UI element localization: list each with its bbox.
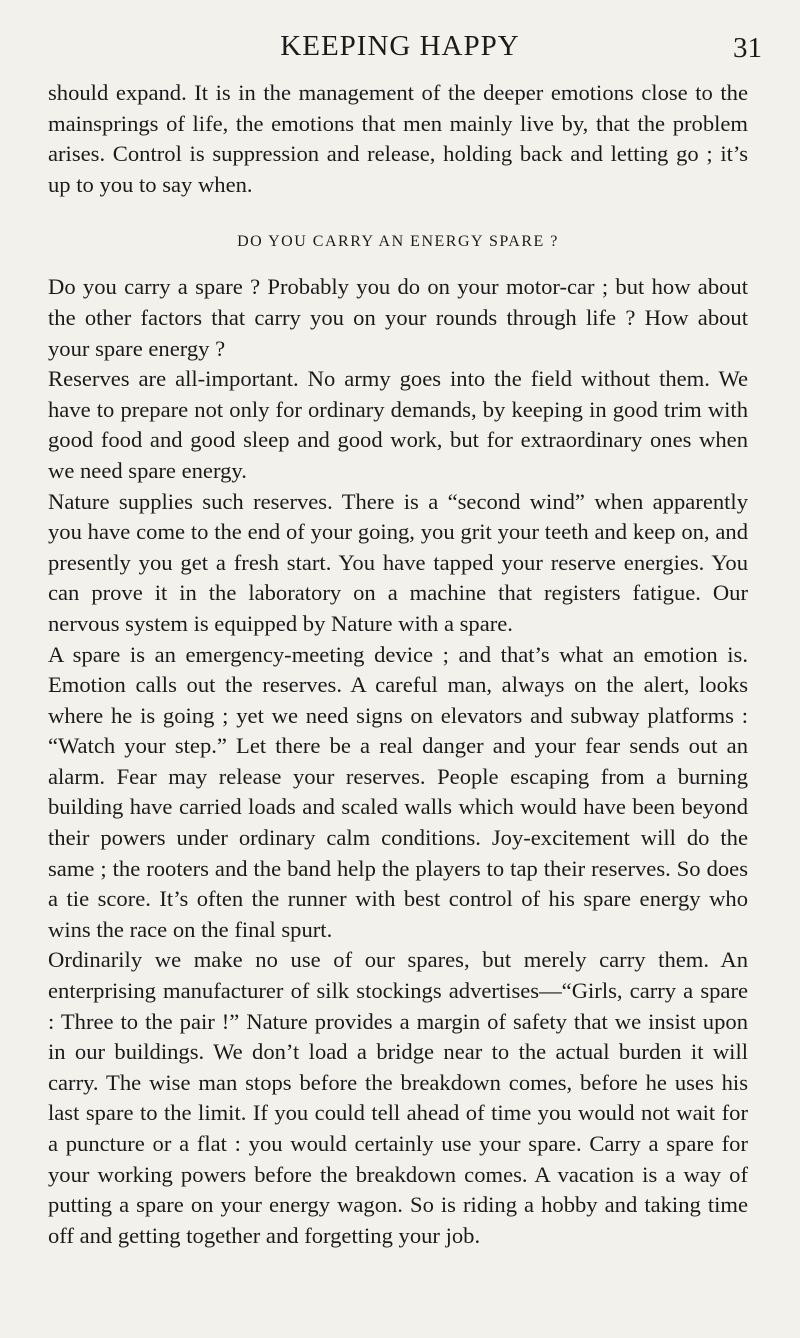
opening-paragraph: should expand. It is in the management of the deeper emotions close to the mainsprings of life, the emotions that men mainly live by, that the problem arises. Control is suppression and release, holding back and letting go ; it’s up to you to say when. — [48, 80, 748, 197]
page-number: 31 — [733, 32, 762, 64]
paragraph-4: A spare is an emergency-meeting device ; and that’s what an emotion is. Emotion calls out the reserves. A careful man, always on the alert, looks where he is going ; yet we need signs on elevators and subway platforms : “Watch your step.” Let there be a real danger and your fear sends out an alarm. Fear may release your reserves. People escaping from a burning building have carried loads and scaled walls which would have been beyond their powers under ordinary calm conditions. Joy-excitement will do the same ; the rooters and the band help the players to tap their reserves. So does a tie score. It’s often the runner with best control of his spare energy who wins the race on the final spurt. — [48, 641, 748, 942]
section-heading: DO YOU CARRY AN ENERGY SPARE ? — [237, 233, 559, 251]
paragraph-2: Reserves are all-important. No army goes into the field without them. We have to prepare not only for ordinary demands, by keeping in good trim with good food and good sleep and good work, but for extraordinary ones when we need spare energy. — [48, 366, 748, 483]
paragraph-1: Do you carry a spare ? Probably you do on your motor-car ; but how about the other factors that carry you on your rounds through life ? How about your spare energy ? — [48, 274, 748, 361]
paragraph-5: Ordinarily we make no use of our spares, but merely carry them. An enterprising manufacturer of silk stockings advertises—“Girls, carry a spare : Three to the pair !” Nature provides a margin of safety that we insist upon in our buildings. We don’t load a bridge near to the actual burden it will carry. The wise man stops before the breakdown comes, before he uses his last spare to the limit. If you could tell ahead of time you would not wait for a puncture or a flat : you would certainly use your spare. Carry a spare for your working powers before the breakdown comes. A vacation is a way of putting a spare on your energy wagon. So is riding a hobby and taking time off and getting together and forgetting your job. — [48, 947, 748, 1248]
body-text — [48, 78, 748, 1251]
paragraph-3: Nature supplies such reserves. There is a “second wind” when apparently you have come to the end of your going, you grit your teeth and keep on, and presently you get a fresh start. You have tapped your reserve energies. You can prove it in the laboratory on a machine that registers fatigue. Our nervous system is equipped by Nature with a spare. — [48, 488, 748, 636]
running-title: KEEPING HAPPY — [280, 30, 520, 62]
running-head — [0, 26, 800, 66]
